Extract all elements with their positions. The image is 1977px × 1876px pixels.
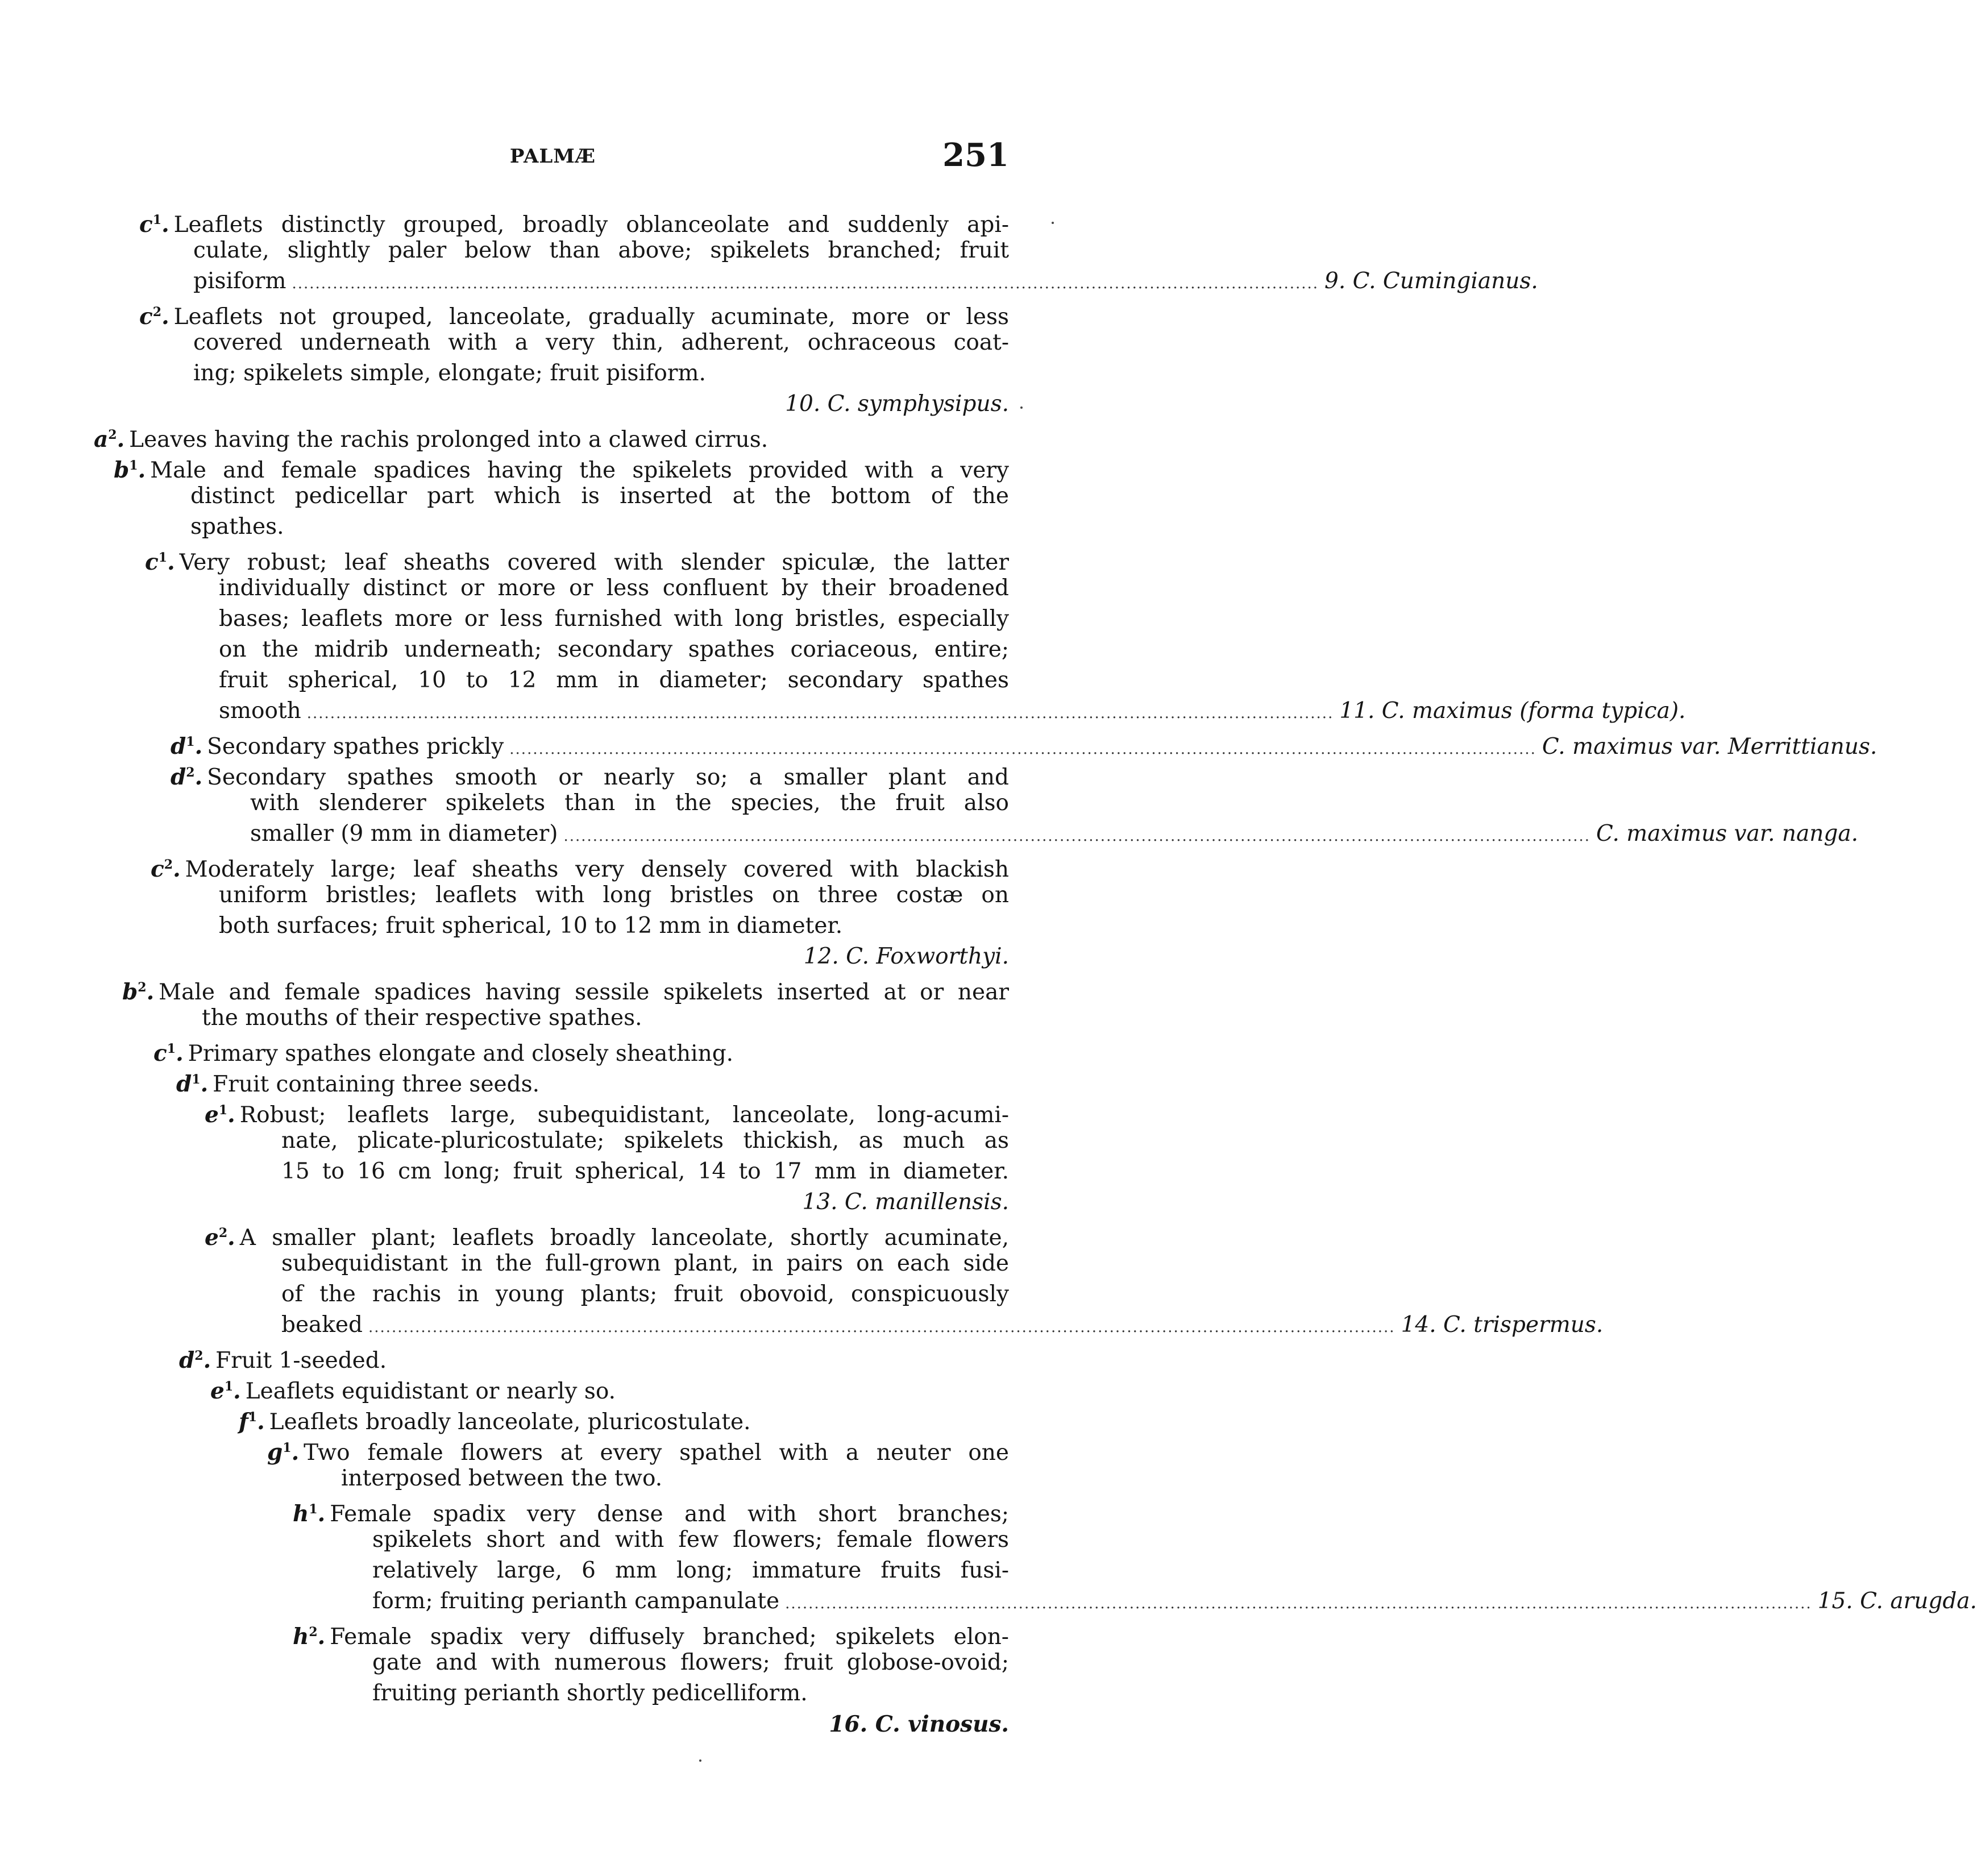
key-line-with-reference: smooth ................................................................................................................................................................................ 11. C. maximus (forma typica). bbox=[219, 696, 1009, 727]
species-reference: 16. C. vinosus. bbox=[829, 1711, 1009, 1737]
key-line: $d^2$. Secondary spathes smooth or nearly so; a smaller plant and bbox=[171, 764, 1009, 790]
key-line: fruit spherical, 10 to 12 mm in diameter; secondary spathes bbox=[219, 667, 1009, 693]
key-line: the mouths of their respective spathes. bbox=[202, 1005, 642, 1031]
key-marker: $e^1$. bbox=[210, 1378, 241, 1404]
key-line: uniform bristles; leaflets with long bristles on three costæ on bbox=[219, 882, 1009, 908]
key-marker: $b^2$. bbox=[122, 979, 155, 1005]
key-marker: $b^1$. bbox=[114, 457, 146, 483]
key-line: subequidistant in the full-grown plant, in pairs on each side bbox=[281, 1251, 1009, 1276]
key-marker: $e^2$. bbox=[205, 1225, 235, 1251]
key-line: $c^1$. Leaflets distinctly grouped, broadly oblanceolate and suddenly api- bbox=[139, 211, 1009, 238]
key-line: spathes. bbox=[190, 514, 284, 539]
key-marker: $h^1$. bbox=[293, 1501, 326, 1527]
key-line: nate, plicate-pluricostulate; spikelets thickish, as much as bbox=[281, 1128, 1009, 1153]
running-header: PALMÆ bbox=[509, 145, 596, 168]
scan-speck bbox=[1020, 406, 1023, 409]
key-line: $e^1$. Robust; leaflets large, subequidistant, lanceolate, long-acumi- bbox=[205, 1102, 1009, 1128]
key-line: interposed between the two. bbox=[341, 1466, 663, 1491]
key-line: spikelets short and with few flowers; female flowers bbox=[372, 1527, 1009, 1553]
key-line: gate and with numerous flowers; fruit globose-ovoid; bbox=[372, 1650, 1009, 1675]
key-line: $b^2$. Male and female spadices having sessile spikelets inserted at or near bbox=[122, 979, 1009, 1005]
species-reference: C. maximus var. nanga. bbox=[1596, 821, 1859, 846]
species-reference: 14. C. trispermus. bbox=[1401, 1312, 1604, 1338]
scan-speck bbox=[1052, 222, 1054, 224]
key-line: $c^2$. Leaflets not grouped, lanceolate, gradually acuminate, more or less bbox=[139, 304, 1009, 330]
key-marker: $d^1$. bbox=[171, 733, 203, 759]
key-line: $c^1$. Very robust; leaf sheaths covered with slender spiculæ, the latter bbox=[145, 549, 1009, 575]
key-marker: $c^1$. bbox=[145, 549, 175, 575]
key-line: $f^1$. Leaflets broadly lanceolate, pluricostulate. bbox=[239, 1409, 751, 1435]
key-line: $d^1$. Fruit containing three seeds. bbox=[176, 1071, 539, 1097]
key-marker: $c^2$. bbox=[151, 856, 181, 882]
key-line: culate, slightly paler below than above; spikelets branched; fruit bbox=[193, 238, 1009, 263]
key-marker: $c^1$. bbox=[139, 211, 169, 238]
species-reference: 11. C. maximus (forma typica). bbox=[1339, 698, 1686, 724]
key-line: $c^2$. Moderately large; leaf sheaths very densely covered with blackish bbox=[151, 856, 1009, 882]
key-marker: $c^2$. bbox=[139, 304, 169, 330]
key-line: ing; spikelets simple, elongate; fruit pisiform. bbox=[193, 360, 706, 386]
key-line-with-reference: smaller (9 mm in diameter) ................................................................................................................................................................................ C. maximus var. nanga. bbox=[250, 819, 1009, 849]
key-marker: $c^1$. bbox=[153, 1040, 184, 1066]
key-line-with-reference: $d^1$. Secondary spathes prickly ................................................................................................................................................................................ C. maximus var. Merrittianus. bbox=[171, 727, 1009, 757]
key-line: 15 to 16 cm long; fruit spherical, 14 to 17 mm in diameter. bbox=[281, 1159, 1009, 1184]
key-line: individually distinct or more or less confluent by their broadened bbox=[219, 575, 1009, 601]
key-line: distinct pedicellar part which is inserted at the bottom of the bbox=[190, 483, 1009, 509]
key-marker: $f^1$. bbox=[239, 1409, 265, 1435]
key-line: relatively large, 6 mm long; immature fruits fusi- bbox=[372, 1558, 1009, 1583]
species-reference: 15. C. arugda. bbox=[1817, 1588, 1977, 1614]
key-line: with slenderer spikelets than in the species, the fruit also bbox=[250, 790, 1009, 816]
key-line: covered underneath with a very thin, adherent, ochraceous coat- bbox=[193, 330, 1009, 355]
species-reference: 12. C. Foxworthyi. bbox=[803, 944, 1009, 969]
species-reference: 10. C. symphysipus. bbox=[785, 391, 1009, 417]
key-marker: $h^2$. bbox=[293, 1624, 326, 1650]
key-line: both surfaces; fruit spherical, 10 to 12 mm in diameter. bbox=[219, 913, 843, 939]
key-line: $h^1$. Female spadix very dense and with short branches; bbox=[293, 1501, 1009, 1527]
key-line-with-reference: beaked ................................................................................................................................................................................ 14. C. trispermus. bbox=[281, 1310, 1009, 1340]
key-line: $h^2$. Female spadix very diffusely branched; spikelets elon- bbox=[293, 1624, 1009, 1650]
key-line: bases; leaflets more or less furnished with long bristles, especially bbox=[219, 606, 1009, 632]
species-reference: C. maximus var. Merrittianus. bbox=[1542, 734, 1878, 759]
key-marker: $g^1$. bbox=[267, 1439, 300, 1466]
key-marker: $a^2$. bbox=[94, 426, 125, 453]
key-line-with-reference: pisiform ................................................................................................................................................................................ 9. C. Cumingianus. bbox=[193, 266, 1009, 297]
key-line: $b^1$. Male and female spadices having the spikelets provided with a very bbox=[114, 457, 1009, 483]
key-line: $c^1$. Primary spathes elongate and closely sheathing. bbox=[153, 1040, 734, 1066]
key-marker: $d^1$. bbox=[176, 1071, 209, 1097]
key-line: $d^2$. Fruit 1-seeded. bbox=[179, 1347, 387, 1373]
key-marker: $e^1$. bbox=[205, 1102, 235, 1128]
species-reference: 13. C. manillensis. bbox=[802, 1189, 1009, 1215]
page-number: 251 bbox=[942, 136, 1009, 174]
key-line: $a^2$. Leaves having the rachis prolonged into a clawed cirrus. bbox=[94, 426, 769, 453]
species-reference: 9. C. Cumingianus. bbox=[1324, 268, 1538, 294]
key-line: $e^1$. Leaflets equidistant or nearly so. bbox=[210, 1378, 616, 1404]
key-line: on the midrib underneath; secondary spathes coriaceous, entire; bbox=[219, 637, 1009, 662]
key-line-with-reference: form; fruiting perianth campanulate ................................................................................................................................................................................ 15. C. arugda. bbox=[372, 1586, 1009, 1617]
key-line: $e^2$. A smaller plant; leaflets broadly lanceolate, shortly acuminate, bbox=[205, 1225, 1009, 1251]
key-marker: $d^2$. bbox=[171, 764, 203, 790]
scan-speck bbox=[699, 1759, 701, 1762]
key-line: $g^1$. Two female flowers at every spathel with a neuter one bbox=[267, 1439, 1009, 1466]
key-line: fruiting perianth shortly pedicelliform. bbox=[372, 1680, 808, 1706]
key-marker: $d^2$. bbox=[179, 1347, 211, 1373]
key-line: of the rachis in young plants; fruit obovoid, conspicuously bbox=[281, 1281, 1009, 1307]
